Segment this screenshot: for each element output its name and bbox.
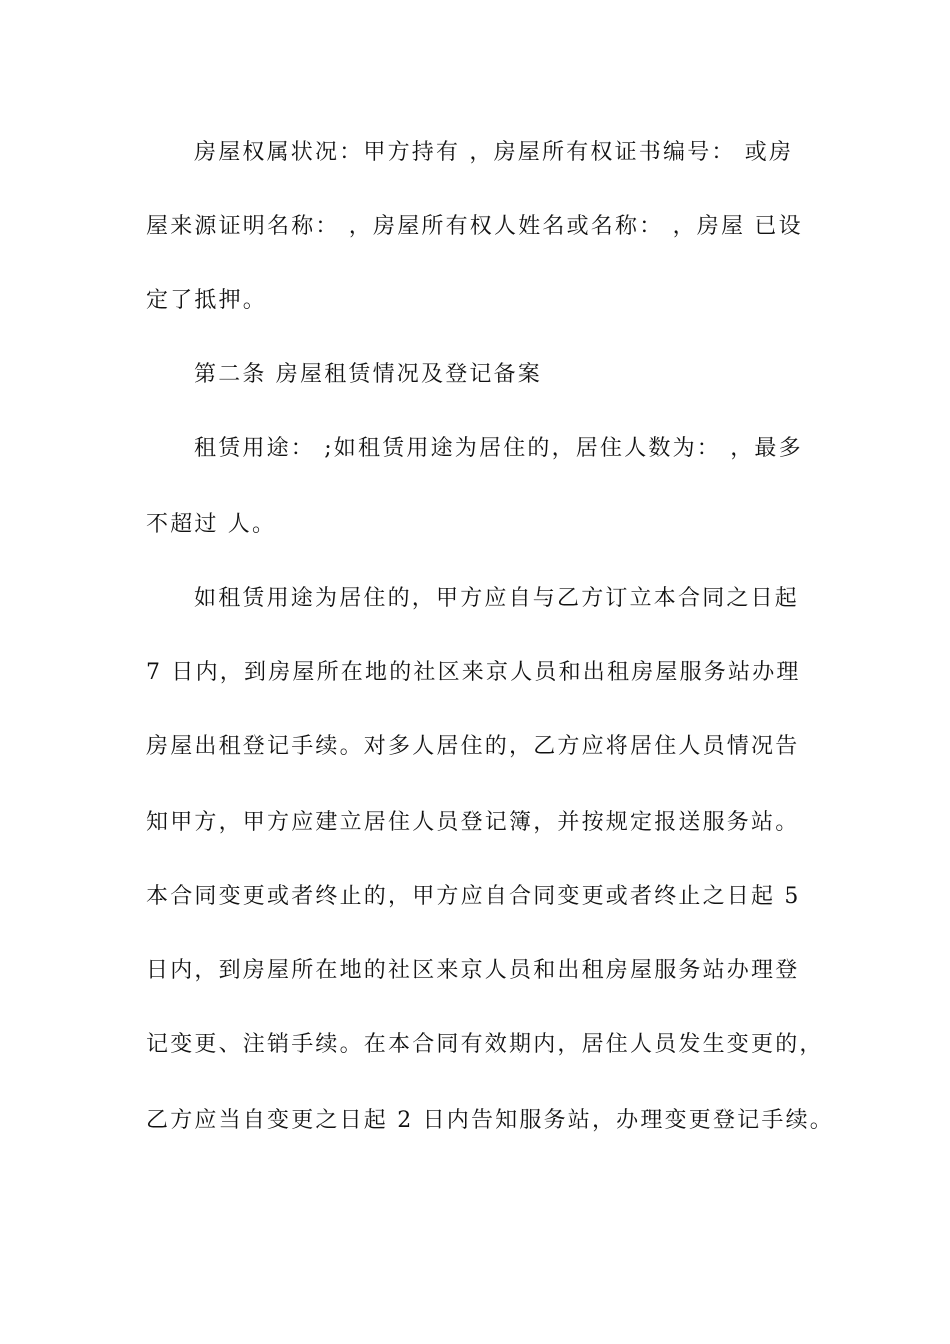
paragraph-line-1: 房屋权属状况：甲方持有 ，房屋所有权证书编号： 或房 xyxy=(194,140,794,165)
paragraph-line-11: 本合同变更或者终止的，甲方应自合同变更或者终止之日起 5 xyxy=(146,884,801,909)
paragraph-line-6: 不超过 人。 xyxy=(146,512,277,537)
paragraph-line-12: 日内，到房屋所在地的社区来京人员和出租房屋服务站办理登 xyxy=(146,958,800,983)
paragraph-line-9: 房屋出租登记手续。对多人居住的，乙方应将居住人员情况告 xyxy=(146,734,800,759)
paragraph-line-5: 租赁用途： ;如租赁用途为居住的，居住人数为： ，最多 xyxy=(194,436,803,461)
paragraph-line-8: 7 日内，到房屋所在地的社区来京人员和出租房屋服务站办理 xyxy=(146,660,801,685)
paragraph-line-10: 知甲方，甲方应建立居住人员登记簿，并按规定报送服务站。 xyxy=(146,810,800,835)
paragraph-line-7: 如租赁用途为居住的，甲方应自与乙方订立本合同之日起 xyxy=(194,586,800,611)
paragraph-line-14: 乙方应当自变更之日起 2 日内告知服务站，办理变更登记手续。 xyxy=(146,1108,834,1133)
paragraph-line-3: 定了抵押。 xyxy=(146,288,268,313)
paragraph-line-13: 记变更、注销手续。在本合同有效期内，居住人员发生变更的， xyxy=(146,1032,824,1057)
section-heading: 第二条 房屋租赁情况及登记备案 xyxy=(194,362,542,387)
paragraph-line-2: 屋来源证明名称： ，房屋所有权人姓名或名称： ，房屋 已设 xyxy=(146,214,803,239)
